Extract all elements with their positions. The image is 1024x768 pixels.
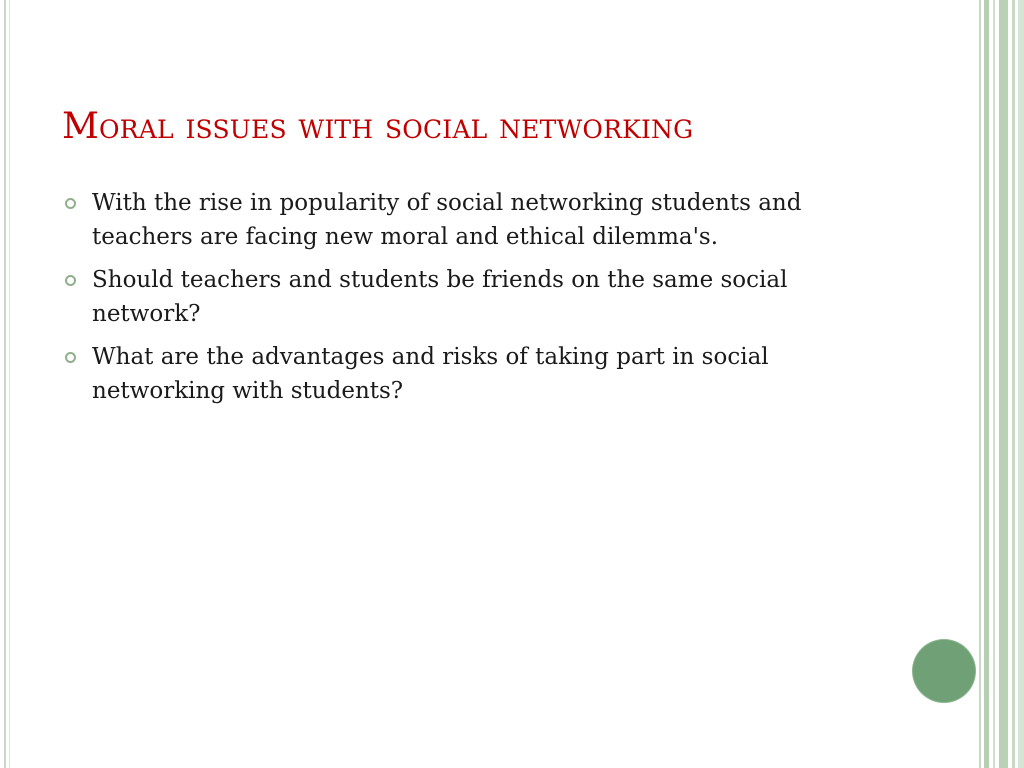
bullet-text: What are the advantages and risks of taking part in social networking with students? — [92, 344, 769, 404]
bullet-list — [62, 186, 892, 417]
right-border-band — [993, 0, 995, 768]
slide-title: Moral issues with social networking — [62, 106, 694, 147]
right-border-band — [1018, 0, 1024, 768]
bullet-icon — [65, 198, 76, 209]
bullet-item — [62, 340, 892, 408]
bullet-icon — [65, 352, 76, 363]
bullet-icon — [65, 275, 76, 286]
right-border-band — [1012, 0, 1015, 768]
bullet-text: Should teachers and students be friends on the same social network? — [92, 267, 788, 327]
right-border-band — [984, 0, 989, 768]
bullet-item — [62, 186, 892, 254]
left-border-line — [9, 0, 10, 768]
left-border-line — [4, 0, 6, 768]
bullet-text: With the rise in popularity of social networking students and teachers are facing new moral and ethical dilemma's. — [92, 190, 802, 250]
decorative-circle-icon — [913, 640, 975, 702]
right-border-band — [979, 0, 981, 768]
right-border-band — [999, 0, 1008, 768]
bullet-item — [62, 263, 892, 331]
